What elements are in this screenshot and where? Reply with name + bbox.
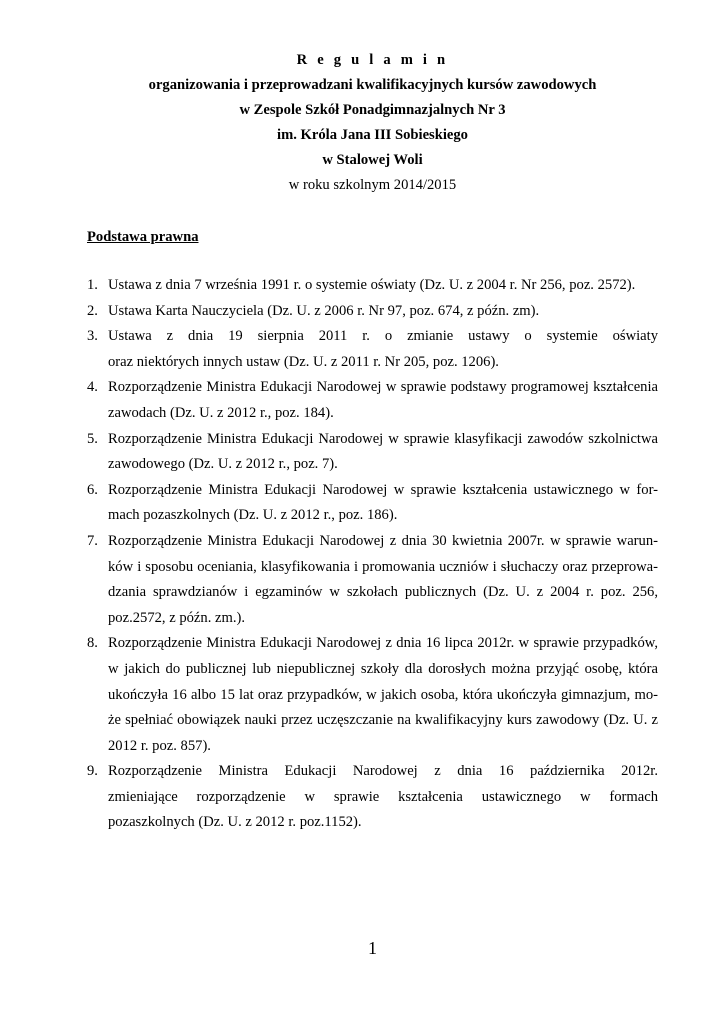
list-item-number: 2. xyxy=(87,302,98,319)
document-subtitle-line-4: w Stalowej Woli xyxy=(322,152,423,168)
list-item-number: 4. xyxy=(87,379,98,396)
list-item-text-line: ukończyła 16 albo 15 lat oraz przypadków, w jakich osoba, która ukończyła gimnazjum, mo- xyxy=(108,686,658,703)
list-item xyxy=(87,478,658,529)
list-item xyxy=(87,529,658,631)
list-item xyxy=(87,299,658,325)
list-item-text-line: Rozporządzenie Ministra Edukacji Narodowej w sprawie klasyfikacji zawodów szkolnictwa xyxy=(108,430,658,447)
list-item-number: 5. xyxy=(87,430,98,447)
list-item-number: 7. xyxy=(87,532,98,549)
document-subtitle-line-1: organizowania i przeprowadzani kwalifikacyjnych kursów zawodowych xyxy=(148,77,597,93)
document-subtitle-line-2: w Zespole Szkół Ponadgimnazjalnych Nr 3 xyxy=(239,102,506,118)
list-item-text-line: zmieniające rozporządzenie w sprawie kształcenia ustawicznego w formach xyxy=(108,788,658,805)
school-year-line: w roku szkolnym 2014/2015 xyxy=(288,177,457,193)
list-item-number: 3. xyxy=(87,328,98,345)
document-subtitle-line-3: im. Króla Jana III Sobieskiego xyxy=(277,127,468,143)
page-number: 1 xyxy=(368,938,377,958)
list-item-text-line: Rozporządzenie Ministra Edukacji Narodowej w sprawie kształcenia ustawicznego w for- xyxy=(108,481,658,498)
legal-basis-list xyxy=(87,273,658,836)
list-item-text-line: Rozporządzenie Ministra Edukacji Narodowej z dnia 30 kwietnia 2007r. w sprawie warun- xyxy=(108,532,658,549)
list-item-text-line: dzania sprawdzianów i egzaminów w szkołach publicznych (Dz. U. z 2004 r. poz. 256, xyxy=(108,584,658,601)
list-item-number: 9. xyxy=(87,763,98,780)
document-header xyxy=(0,48,725,198)
list-item-number: 6. xyxy=(87,481,98,498)
list-item-text-line: poz.2572, z późn. zm.). xyxy=(108,609,245,626)
list-item-text-line: Rozporządzenie Ministra Edukacji Narodowej w sprawie podstawy programowej kształcenia xyxy=(108,379,658,396)
list-item xyxy=(87,375,658,426)
list-item-text-line: ków i sposobu oceniania, klasyfikowania i promowania uczniów i słuchaczy oraz przeprowa- xyxy=(108,558,658,575)
list-item-text-line: zawodowego (Dz. U. z 2012 r., poz. 7). xyxy=(108,456,338,473)
list-item-text-line: mach pozaszkolnych (Dz. U. z 2012 r., poz. 186). xyxy=(108,507,398,524)
list-item-text-line: Rozporządzenie Ministra Edukacji Narodowej z dnia 16 lipca 2012r. w sprawie przypadków, xyxy=(108,635,658,652)
list-item-text-line: Rozporządzenie Ministra Edukacji Narodowej z dnia 16 października 2012r. xyxy=(108,763,658,780)
section-heading: Podstawa prawna xyxy=(87,229,199,245)
list-item-text-line: 2012 r. poz. 857). xyxy=(108,737,211,754)
list-item-text-line: Ustawa Karta Nauczyciela (Dz. U. z 2006 r. Nr 97, poz. 674, z późn. zm). xyxy=(108,302,540,319)
list-item-text-line: Ustawa z dnia 19 sierpnia 2011 r. o zmianie ustawy o systemie oświaty xyxy=(108,328,658,345)
list-item-text-line: Ustawa z dnia 7 września 1991 r. o systemie oświaty (Dz. U. z 2004 r. Nr 256, poz. 2572). xyxy=(108,277,636,293)
list-item-text-line: pozaszkolnych (Dz. U. z 2012 r. poz.1152). xyxy=(108,814,362,831)
list-item xyxy=(87,324,658,375)
document-title: R e g u l a m i n xyxy=(296,52,449,68)
list-item xyxy=(87,273,658,299)
list-item-text-line: że spełniać obowiązek nauki przez uczęszczanie na kwalifikacyjny kurs zawodowy (Dz. U. z xyxy=(108,712,658,729)
list-item-text-line: oraz niektórych innych ustaw (Dz. U. z 2011 r. Nr 205, poz. 1206). xyxy=(108,353,499,370)
list-item-number: 1. xyxy=(87,277,98,293)
list-item xyxy=(87,759,658,836)
list-item xyxy=(87,427,658,478)
list-item-text-line: zawodach (Dz. U. z 2012 r., poz. 184). xyxy=(108,404,334,421)
list-item xyxy=(87,631,658,759)
list-item-number: 8. xyxy=(87,635,98,652)
list-item-text-line: w jakich do publicznej lub niepublicznej szkoły dla dorosłych można przyjąć osobę, która xyxy=(108,660,658,677)
